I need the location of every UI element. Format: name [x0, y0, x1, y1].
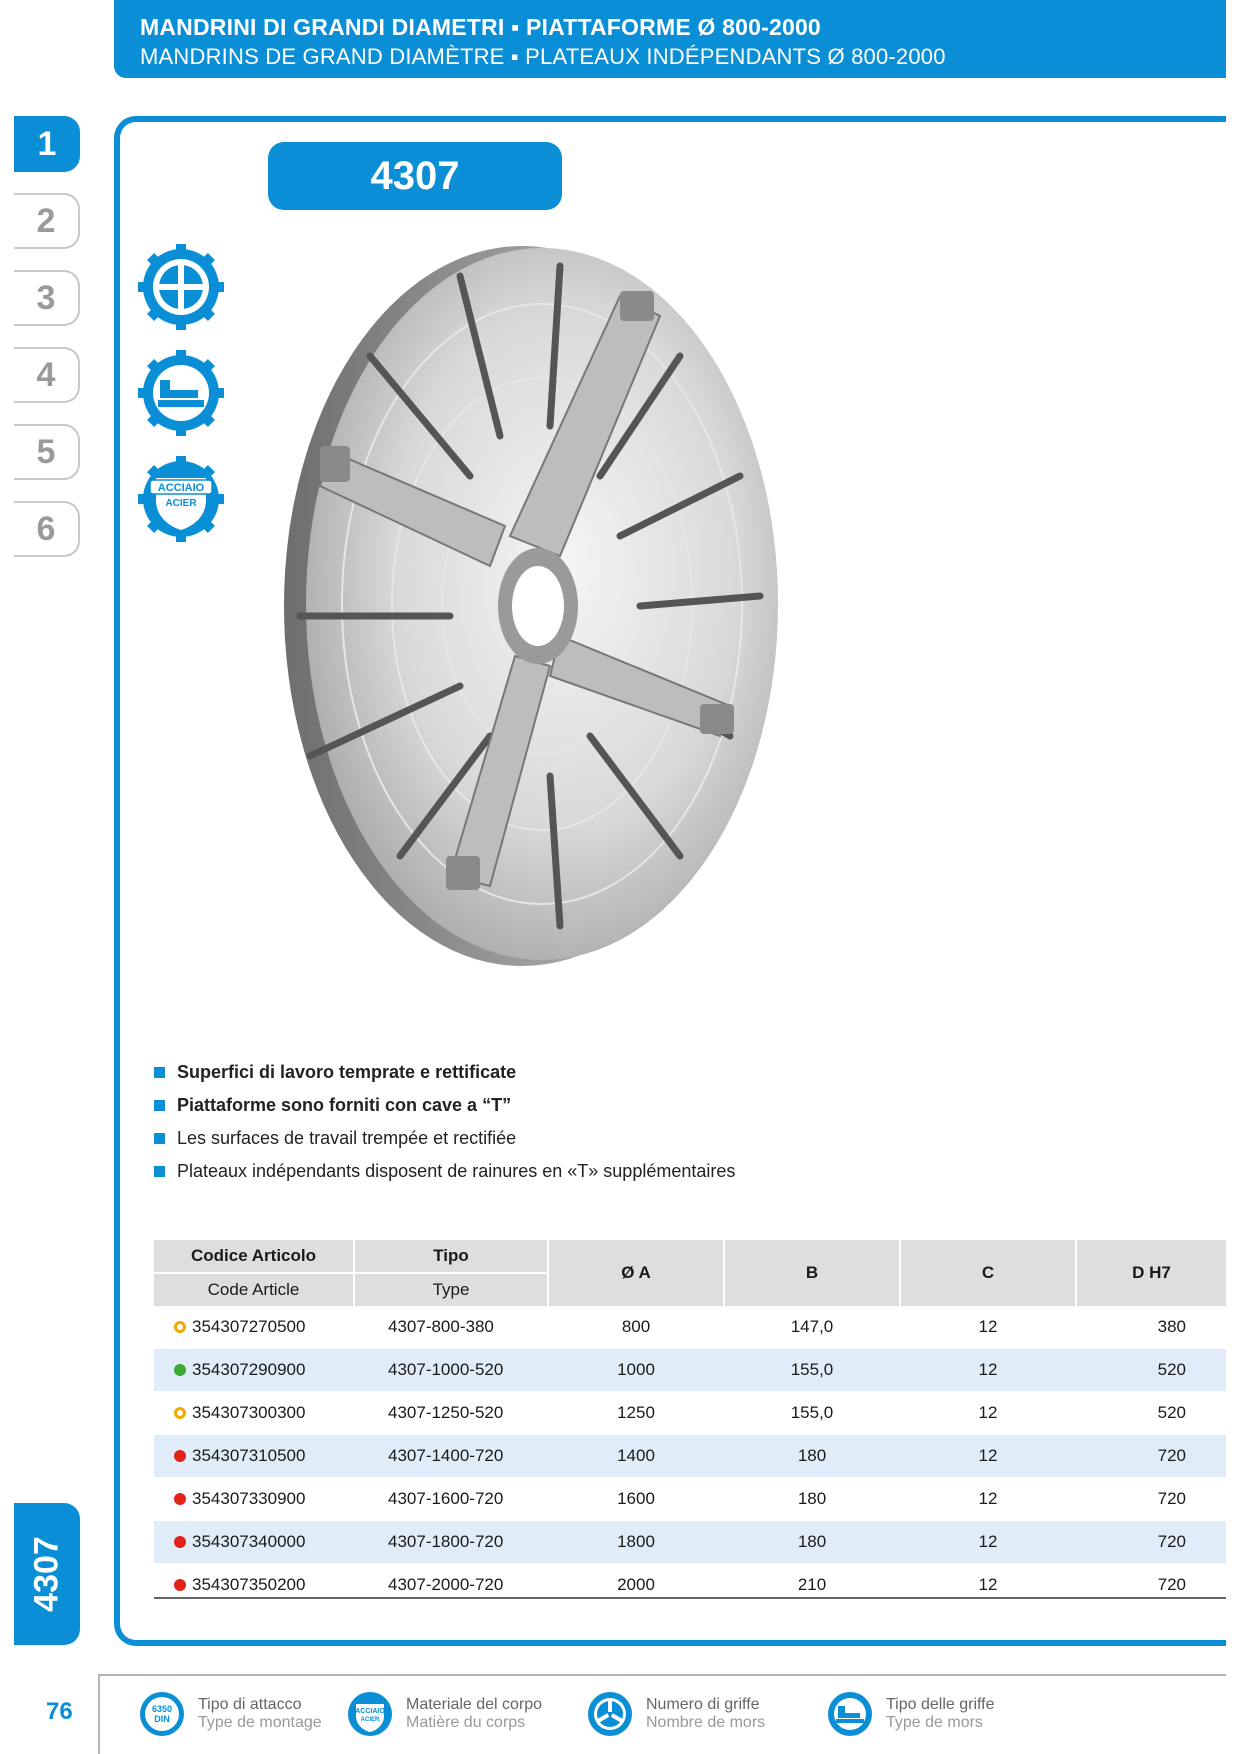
cell-d-h7: 720	[1076, 1435, 1226, 1478]
article-code: 354307350200	[192, 1575, 306, 1594]
availability-dot-icon	[174, 1536, 186, 1548]
feature-text: Plateaux indépendants disposent de rainures en «T» supplémentaires	[177, 1161, 736, 1181]
feature-text: Les surfaces de travail trempée et rectifiée	[177, 1128, 517, 1148]
steel-icon-it: ACCIAIO	[355, 1708, 385, 1715]
cell-diameter-a: 1600	[548, 1478, 724, 1521]
availability-dot-icon	[174, 1493, 186, 1505]
din-6350-number: 6350	[151, 1704, 173, 1714]
legend-label-fr: Type de mors	[886, 1714, 983, 1731]
jaw-type-badge-icon	[136, 348, 226, 438]
header-title-fr: MANDRINS DE GRAND DIAMÈTRE ▪ PLATEAUX INDÉPENDANTS Ø 800-2000	[140, 44, 946, 69]
feature-item	[154, 1122, 735, 1155]
table-row	[154, 1478, 1226, 1521]
product-code-title: 4307	[268, 142, 562, 210]
table-bottom-rule	[154, 1597, 1226, 1599]
availability-dot-icon	[174, 1450, 186, 1462]
badge-material-it: ACCIAIO	[157, 482, 205, 494]
feature-text: Superfici di lavoro temprate e rettificate	[177, 1062, 517, 1082]
cell-d-h7: 720	[1076, 1478, 1226, 1521]
legend-mount-type	[136, 1688, 322, 1740]
cell-type: 4307-1400-720	[354, 1435, 548, 1478]
article-code: 354307340000	[192, 1532, 306, 1551]
bullet-square-icon	[154, 1133, 165, 1144]
legend-label-fr: Matière du corps	[406, 1714, 526, 1731]
col-code-fr: Code Article	[154, 1273, 354, 1306]
table-row	[154, 1306, 1226, 1349]
cell-b: 180	[724, 1478, 900, 1521]
bullet-square-icon	[154, 1166, 165, 1177]
side-product-code-label: 4307	[27, 1536, 66, 1612]
steel-icon-fr: ACIER	[360, 1717, 380, 1723]
cell-c: 12	[900, 1349, 1076, 1392]
table-row	[154, 1564, 1226, 1607]
feature-list	[154, 1056, 735, 1188]
cell-type: 4307-1600-720	[354, 1478, 548, 1521]
cell-code	[154, 1392, 354, 1435]
legend-label-it: Tipo di attacco	[198, 1696, 302, 1713]
cell-type: 4307-1000-520	[354, 1349, 548, 1392]
tab-1[interactable]: 1	[14, 116, 80, 172]
article-code: 354307310500	[192, 1446, 306, 1465]
legend-jaw-type	[824, 1688, 995, 1740]
legend-label-it: Materiale del corpo	[406, 1696, 543, 1713]
cell-diameter-a: 1250	[548, 1392, 724, 1435]
col-type-it: Tipo	[354, 1240, 548, 1273]
page-number: 76	[46, 1698, 73, 1725]
availability-dot-icon	[174, 1407, 186, 1419]
cell-diameter-a: 1000	[548, 1349, 724, 1392]
legend-label-fr: Type de montage	[198, 1714, 322, 1731]
legend-label-it: Tipo delle griffe	[886, 1696, 995, 1713]
cell-c: 12	[900, 1521, 1076, 1564]
cell-code	[154, 1435, 354, 1478]
legend-body-material	[344, 1688, 542, 1740]
cell-code	[154, 1306, 354, 1349]
cell-b: 155,0	[724, 1349, 900, 1392]
faceplate-chuck-image	[260, 236, 840, 976]
article-code: 354307300300	[192, 1403, 306, 1422]
article-code: 354307290900	[192, 1360, 306, 1379]
bullet-square-icon	[154, 1067, 165, 1078]
col-d-h7: D H7	[1076, 1240, 1226, 1306]
cell-c: 12	[900, 1306, 1076, 1349]
bullet-square-icon	[154, 1100, 165, 1111]
cell-type: 4307-2000-720	[354, 1564, 548, 1607]
cell-code	[154, 1564, 354, 1607]
din-6350-icon	[136, 1688, 188, 1740]
material-steel-icon	[344, 1688, 396, 1740]
table-row	[154, 1521, 1226, 1564]
cell-diameter-a: 800	[548, 1306, 724, 1349]
col-code-it: Codice Articolo	[154, 1240, 354, 1273]
cell-d-h7: 720	[1076, 1564, 1226, 1607]
product-table	[154, 1240, 1226, 1607]
feature-text: Piattaforme sono forniti con cave a “T”	[177, 1095, 512, 1115]
table-row	[154, 1435, 1226, 1478]
cell-d-h7: 720	[1076, 1521, 1226, 1564]
cell-code	[154, 1478, 354, 1521]
cell-b: 180	[724, 1521, 900, 1564]
side-product-code	[14, 1503, 80, 1645]
col-diameter-a: Ø A	[548, 1240, 724, 1306]
availability-dot-icon	[174, 1364, 186, 1376]
legend-label-fr: Nombre de mors	[646, 1714, 766, 1731]
availability-dot-icon	[174, 1579, 186, 1591]
table-row	[154, 1392, 1226, 1435]
cell-b: 180	[724, 1435, 900, 1478]
col-type-fr: Type	[354, 1273, 548, 1306]
cell-c: 12	[900, 1478, 1076, 1521]
table-row	[154, 1349, 1226, 1392]
page-header	[114, 0, 1226, 78]
jaw-count-icon	[584, 1688, 636, 1740]
legend-jaw-count	[584, 1688, 765, 1740]
cell-d-h7: 520	[1076, 1349, 1226, 1392]
tab-4[interactable]: 4	[14, 347, 80, 403]
cell-d-h7: 380	[1076, 1306, 1226, 1349]
cell-type: 4307-1250-520	[354, 1392, 548, 1435]
cell-diameter-a: 2000	[548, 1564, 724, 1607]
cell-b: 147,0	[724, 1306, 900, 1349]
feature-item	[154, 1089, 735, 1122]
feature-item	[154, 1155, 735, 1188]
col-b: B	[724, 1240, 900, 1306]
col-c: C	[900, 1240, 1076, 1306]
cell-c: 12	[900, 1392, 1076, 1435]
footer-rule	[100, 1674, 1226, 1676]
jaw-type-icon	[824, 1688, 876, 1740]
header-title-it: MANDRINI DI GRANDI DIAMETRI ▪ PIATTAFORME Ø 800-2000	[140, 14, 821, 40]
cell-type: 4307-1800-720	[354, 1521, 548, 1564]
availability-dot-icon	[174, 1321, 186, 1333]
tab-3[interactable]: 3	[14, 270, 80, 326]
cell-diameter-a: 1400	[548, 1435, 724, 1478]
cell-type: 4307-800-380	[354, 1306, 548, 1349]
tab-2[interactable]: 2	[14, 193, 80, 249]
cell-code	[154, 1349, 354, 1392]
cell-code	[154, 1521, 354, 1564]
tab-5[interactable]: 5	[14, 424, 80, 480]
badge-material-fr: ACIER	[165, 498, 197, 509]
cell-d-h7: 520	[1076, 1392, 1226, 1435]
din-6350-label: DIN	[154, 1714, 170, 1724]
cell-c: 12	[900, 1435, 1076, 1478]
cell-diameter-a: 1800	[548, 1521, 724, 1564]
din-mount-badge-icon	[136, 242, 226, 332]
feature-item	[154, 1056, 735, 1089]
cell-b: 155,0	[724, 1392, 900, 1435]
cell-b: 210	[724, 1564, 900, 1607]
article-code: 354307330900	[192, 1489, 306, 1508]
cell-c: 12	[900, 1564, 1076, 1607]
tab-6[interactable]: 6	[14, 501, 80, 557]
article-code: 354307270500	[192, 1317, 306, 1336]
legend-label-it: Numero di griffe	[646, 1696, 760, 1713]
footer-divider	[98, 1674, 100, 1754]
steel-material-badge-icon	[136, 454, 226, 544]
